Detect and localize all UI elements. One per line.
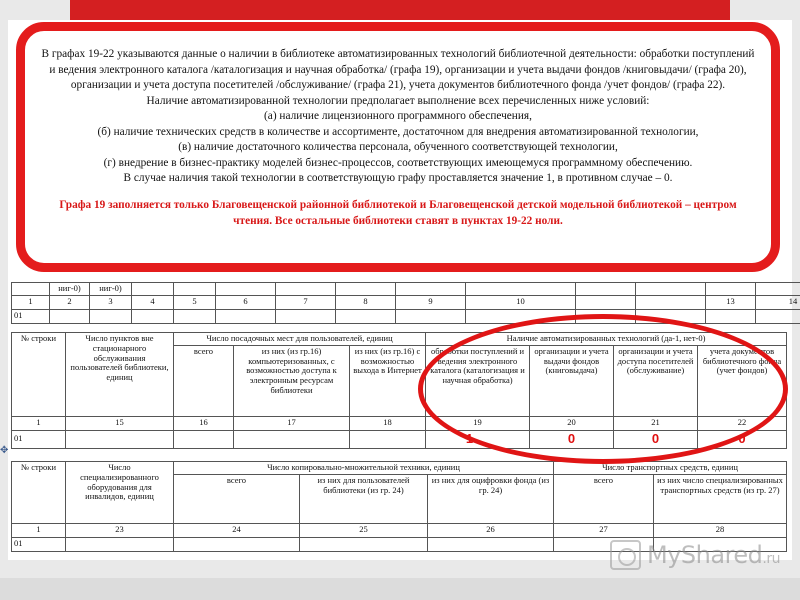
answer-value: 1 [465,430,474,446]
header-transport-total: всего [554,474,654,523]
header-auto-visitors: организации и учета доступа посетителей (обслуживание) [614,345,698,416]
header-seats-internet: из них (из гр.16) с возможностью выхода в Интернет [350,345,426,416]
answer-value: 0 [651,430,660,446]
header-copy-digitize: из них для оцифровки фонда (из гр. 24) [428,474,554,523]
col-number: 25 [300,523,428,537]
col-number [636,295,706,309]
answer-cell[interactable] [66,430,174,448]
col-number: 27 [554,523,654,537]
table-top-partial [11,282,800,324]
col-number: 5 [174,295,216,309]
header-special-equipment: Число специализированного оборудования для инвалидов, единиц [66,462,174,524]
col-number: 20 [530,416,614,430]
header-seats-computerized: из них (из гр.16) компьютеризованных, с возможностью доступа к электронным ресурсам библиотеки [234,345,350,416]
header-transport-group: Число транспортных средств, единиц [554,462,787,475]
col-number: 26 [428,523,554,537]
partial-header-cell: ниг-0) [90,283,132,296]
callout-condition: (а) наличие лицензионного программного обеспечения, [264,110,532,122]
partial-header-cell: ниг-0) [50,283,90,296]
col-number: 1 [12,416,66,430]
answer-cell[interactable] [300,537,428,551]
col-number: 6 [216,295,276,309]
col-number: 18 [350,416,426,430]
col-number [576,295,636,309]
header-copy-total: всего [174,474,300,523]
col-number: 17 [234,416,350,430]
col-number: 24 [174,523,300,537]
callout-paragraph: В графах 19-22 указываются данные о наличии в библиотеке автоматизированных технологий библиотечной деятельности: обработки поступлений и ведения электронного каталога /каталогизация и научная обработка/ (графа 19), организации и учета выдачи фондов /книговыдачи/ (графа 20), организации и учета доступа посетителей /обслуживание/ (графа 21), учета документов библиотечного фонда /учет фондов/ (графа 22). [41,48,755,91]
answer-cell[interactable] [350,430,426,448]
answer-cell[interactable] [174,430,234,448]
watermark-text: MyShared.ru [647,541,780,569]
col-number: 28 [654,523,787,537]
header-outpoints: Число пунктов вне стационарного обслуживания пользователей библиотеки, единиц [66,333,174,417]
col-number: 15 [66,416,174,430]
col-number: 14 [756,295,800,309]
col-number: 21 [614,416,698,430]
header-copy-users: из них для пользователей библиотеки (из гр. 24) [300,474,428,523]
callout-condition: (г) внедрение в бизнес-практику моделей бизнес-процессов, соответствующих имеющемуся программному обеспечению. [103,156,693,169]
col-number: 19 [426,416,530,430]
answer-cell[interactable] [234,430,350,448]
header-row-number: № строки [12,462,66,524]
col-number: 7 [276,295,336,309]
header-auto-cataloging: обработки поступлений и ведения электронного каталога (каталогизация и научная обработка) [426,345,530,416]
col-number: 1 [12,295,50,309]
answer-cell[interactable] [174,537,300,551]
answer-cell[interactable] [66,537,174,551]
highlight-ellipse [418,314,788,464]
callout-paragraph: Наличие автоматизированной технологии предполагает выполнение всех перечисленных ниже условий: [146,94,650,107]
header-row-number: № строки [12,333,66,417]
table-anchor-icon[interactable]: ✥ [0,445,9,456]
instruction-callout [16,22,780,272]
top-red-bar [70,0,730,20]
answer-value: 0 [738,430,746,446]
callout-paragraph: В случае наличия такой технологии в соответствующую графу проставляется значение 1, в противном случае – 0. [123,172,673,184]
col-number: 3 [90,295,132,309]
header-auto-fund: учета документов библиотечного фонда (учет фондов) [698,345,787,416]
col-number: 9 [396,295,466,309]
bottom-band [0,578,800,600]
row-code: 01 [12,537,66,551]
col-number: 22 [698,416,787,430]
presentation-icon [610,540,641,570]
header-copy-group: Число копировально-множительной техники, единиц [174,462,554,475]
row-code: 01 [12,309,50,323]
header-automation-group: Наличие автоматизированных технологий (да-1, нет-0) [426,333,787,346]
callout-condition: (в) наличие достаточного количества персонала, обученного соответствующей технологии, [178,141,618,153]
col-number: 8 [336,295,396,309]
col-number: 4 [132,295,174,309]
header-seats-total: всего [174,345,234,416]
row-code: 01 [12,430,66,448]
col-number: 23 [66,523,174,537]
answer-value: 0 [567,430,576,446]
callout-note: Графа 19 заполняется только Благовещенской районной библиотекой и Благовещенской детской модельной библиотекой – центром чтения. Все остальные библиотеки ставят в пунктах 19-22 ноли. [59,198,737,227]
callout-condition: (б) наличие технических средств в количестве и ассортименте, достаточном для внедрения автоматизированной технологии, [97,125,699,138]
watermark-logo [610,538,780,572]
header-seats-group: Число посадочных мест для пользователей, единиц [174,333,426,346]
header-auto-lending: организации и учета выдачи фондов (книговыдача) [530,345,614,416]
col-number: 2 [50,295,90,309]
col-number: 13 [706,295,756,309]
answer-cell[interactable] [428,537,554,551]
col-number: 1 [12,523,66,537]
header-transport-special: из них число специализированных транспортных средств (из гр. 27) [654,474,787,523]
col-number: 10 [466,295,576,309]
col-number: 16 [174,416,234,430]
